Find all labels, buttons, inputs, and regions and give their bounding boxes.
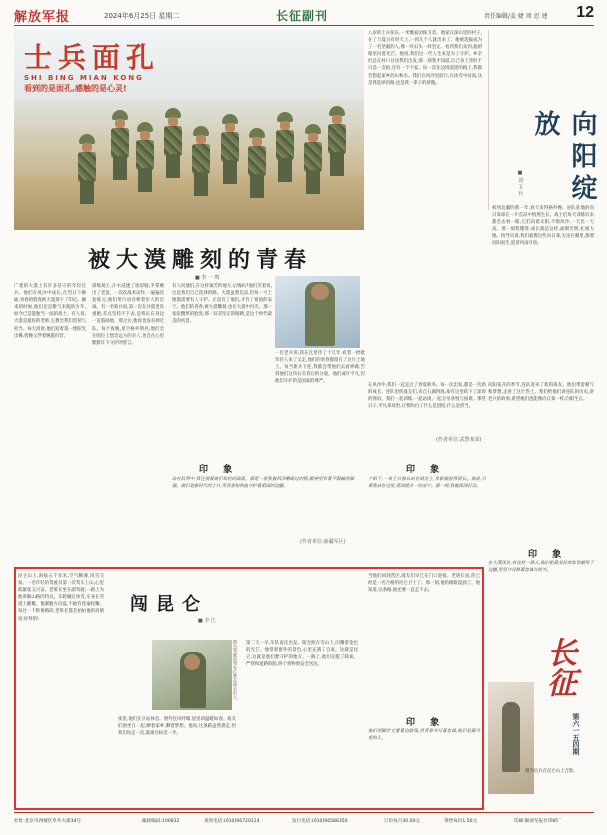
footer-retail: 零售每份1.50元: [444, 819, 478, 824]
section-heading: 印 象: [528, 550, 568, 560]
impression-paragraph: 他们用脚步丈量着边防线,用青春书写着忠诚,他们是最可爱的人。: [368, 729, 480, 742]
article-column: [368, 573, 480, 713]
article-text: 广袤的大漠上有许多驻守的年轻官兵。他们在风沙中成长,在烈日下磨砺,青春的脸庞被大漠刻下了印记。刚来的时候,他们还是稚气未脱的少年,如今已是能独当一面的战士。有人说,大漠是最好的老师,它教会我们坚韧与担当。每天清晨,他们迎着第一缕阳光出操,傍晚又伴着晚霞归营。: [14, 284, 86, 339]
article-column: [118, 716, 236, 804]
soldier-figure: [219, 114, 241, 184]
photo-caption: [525, 768, 595, 786]
article-column: [92, 283, 164, 543]
column-masthead: [536, 637, 596, 757]
photo-title-block: [24, 36, 160, 94]
footer-distribution: 发行电话:(010)66586350: [292, 819, 348, 824]
sidebar-title: 向阳绽放: [530, 110, 597, 206]
impression-text: [368, 476, 486, 536]
author-affiliation: (作者单位:新疆军区): [300, 539, 346, 545]
article-headline: 闯昆仑: [130, 594, 208, 615]
soldier-figure: [326, 106, 348, 176]
caption-text: 图为驾驶员驾车行驶在昆仑山上。: [233, 640, 238, 703]
impression-text: [368, 728, 480, 798]
photo-caption: [232, 640, 242, 710]
photo-title: 士兵面孔: [24, 41, 161, 74]
driver-photo: [152, 640, 232, 710]
article-byline: ■ 李 江: [198, 618, 216, 624]
impression-paragraph: 在大漠深处,有这样一群人,他们把最美好的年华献给了边疆,用坚守诠释着忠诚与担当。: [488, 561, 594, 574]
article-text: 有人问他们,在这样艰苦的地方,后悔吗?他们笑着说,这是我们自己选择的路。大漠虽然荒凉,但每一寸土地都需要有人守护。正是有了他们,才有了祖国的安宁。他们的青春,被大漠雕刻,也在大漠中闪光。那一张张黝黑的脸庞,那一双双坚定的眼睛,是这个时代最美的风景。: [172, 284, 272, 325]
newspaper-logo: 解放军报: [14, 10, 71, 25]
editors: 责任编辑/姜 婕 周 思 建: [484, 13, 548, 20]
soldier-figure: [274, 112, 296, 182]
impression-paragraph: 站在队列中,我注视着他们年轻的面庞。那是一张张被风沙磨砺过的脸,眼神里有着不服输的倔强。他们是新时代的士兵,用青春和热血守护着祖国的边疆。: [172, 477, 354, 490]
issue-date: 2024年6月25日 星期二: [104, 12, 180, 20]
footer-address: 社址:北京市西城区阜外大街34号: [14, 819, 82, 824]
soldier-figure: [246, 128, 268, 198]
article-text: 八岁的士兵张乐,一米慨家园保卫者。他家在深山里的村子,在了与夏日有时天上,一到几个人就出来了。他被选拔成为了一名坚毅的人,像一块石头一样坚定。看到我们来到,他的眼里闪着光芒。他说,我们这一代人生来是为了守护。乡亲们总在村口目送我们出发,那一刻我才知道,自己身上背的不只是一支枪,还有一个个家。每一次在边境巡逻的路上,我都会想起家乡的山和水。我们在风沙里前行,在冰雪中站岗,这是我选择的路,也是我一辈子的骄傲。: [368, 31, 482, 86]
section-heading: 印 象: [406, 718, 446, 728]
article-text: 在风沙中,我们一起走过了春夏秋冬。每一次出发,都是一次新的成长。连队里的战友们,来自五湖四海,却在这里结下了深厚的情谊。我们一起训练,一起站岗,一起分享喜悦与困难。那些日子,平凡却珍贵,让我明白了什么是团结,什么是担当。: [368, 383, 486, 410]
impression-text: [172, 476, 354, 536]
sidebar-text: 初到边疆的那一年,春天来得格外晚。连队驻地的向日葵却在一片荒凉中悄然生长。战士们每天训练归来都会去看一眼,它们向着太阳,不惧风沙,一天比一天高。那一刻我懂得,成长就是这样,面朝光明,扎根大地。指导员说,我们就像这些向日葵,无论在哪里,都要向阳而生,迎着风雨开放。: [492, 206, 594, 247]
column-title: 长征: [541, 637, 576, 697]
impression-text: [488, 560, 594, 630]
soldier-figure: [109, 110, 131, 180]
soldier-figure: [302, 124, 324, 194]
caption-text: 图为官兵在昆仑山上合影。: [525, 769, 578, 774]
photo-subtitle: 看到的是面孔,感触的是心灵!: [24, 84, 127, 93]
issue-number: 第六一五四期: [572, 713, 580, 755]
footer-printer: 印刷:解放军报社印刷厂: [514, 819, 562, 824]
footer-price: 订价每月30.00元: [384, 819, 421, 824]
right-column-top: [368, 30, 482, 375]
sidebar-article-body: [488, 382, 594, 537]
article-byline: ■ 李 一 鸣: [195, 275, 220, 281]
article-column: [14, 283, 86, 543]
article-text: 昆仑山上,海拔五千多米,空气稀薄,风雪交加。一名年轻的驾驶员第一次驾车上山,心里既紧张又兴奋。老班长坐在副驾驶,一路上为他讲解山路的特点。车轮碾过冰雪,车身在弯道上颠簸。他紧握方向盘,不敢有丝毫松懈。每过一个险要路段,老班长都会拍拍他的肩膀说:好样的!: [18, 574, 104, 622]
article-column: [246, 640, 358, 804]
soldier-figure: [134, 122, 156, 192]
article-column: [18, 573, 104, 805]
section-heading: 印 象: [406, 465, 446, 475]
portrait-photo: [275, 276, 360, 348]
soldier-figure: [190, 126, 212, 196]
soldier-figure: [162, 108, 184, 178]
article-headline: 被大漠雕刻的青春: [88, 247, 313, 273]
sidebar-article-body: [488, 205, 594, 380]
article-text: 训练场上,汗水浸透了迷彩服,手掌磨出了老茧。一次次战术动作,一遍遍反复练习,他们用行动诠释着军人的忠诚。有一名新兵说,第一次在沙漠里负重跑,差点坚持不下去,是班长在身边一直鼓励他。那之后,他再也没有掉过队。每个夜晚,星空格外明亮,他们会在哨位上想念远方的亲人,也会在心里默默许下守护的誓言。: [92, 284, 164, 346]
sidebar-byline: ■ 刘 玉 兵: [517, 170, 523, 196]
article-text: 当他们回到营区,战友们早已在门口迎接。老班长说,你已经是一名合格的昆仑卫士了。那一刻,他的眼眶湿润了。他知道,这条路,他还要一直走下去。: [368, 574, 480, 594]
page-number: 12: [576, 4, 594, 21]
photo-title-pinyin: SHI BING MIAN KONG: [24, 74, 144, 82]
article-text: 一位老兵说,我在这里待了十几年,看着一批批年轻人来了又走,他们的青春都留在了这片土地上。每当新兵下连,我都会带他们去看界碑,告诉他们这块石头背后的分量。他们或许平凡,但他们守护的是国家的尊严。: [275, 351, 365, 385]
soldiers-photo: [14, 30, 364, 230]
sidebar-article-header: [488, 30, 597, 210]
article-text: 夜里,他们在兵站休息。窗外狂风呼啸,屋里却温暖如春。战友们围坐在一起,聊着家乡,聊着梦想。他说,这条路虽然难走,但我们每走一次,就离目标近一步。: [118, 717, 236, 737]
footer-phone: 查询电话:(010)66720114: [204, 819, 260, 824]
author-affiliation: (作者单位:武警某部): [436, 437, 482, 443]
article-text: 向阳花开的季节,连队迎来了新的战友。他们带着朝气和梦想,走进了这片热土。我们给他们讲连队的历史,讲老兵的故事,希望他们也能像向日葵一样,向阳生长。: [488, 383, 594, 403]
page-header: [14, 6, 594, 26]
section-heading: 印 象: [199, 465, 239, 475]
soldier-figure: [76, 134, 98, 204]
article-text: 第二天一早,车队再次出发。阳光照在雪山上,闪耀着金色的光芒。他望着窗外的景色,心里充满了自豪。这就是昆仑,这就是他们要守护的地方。一路上,他们克服了缺氧、严寒和道路险阻,终于将物资安全送达。: [246, 641, 358, 668]
section-title: 长征副刊: [276, 9, 329, 23]
impression-paragraph: 夕阳下,一名士兵独自站在哨位上,身影被拉得很长。他说,只要我站在这里,祖国就多一份安宁。那一刻,我被深深打动。: [368, 477, 486, 490]
page-footer: [14, 812, 594, 828]
footer-zip: 邮政编码:100832: [142, 819, 180, 824]
